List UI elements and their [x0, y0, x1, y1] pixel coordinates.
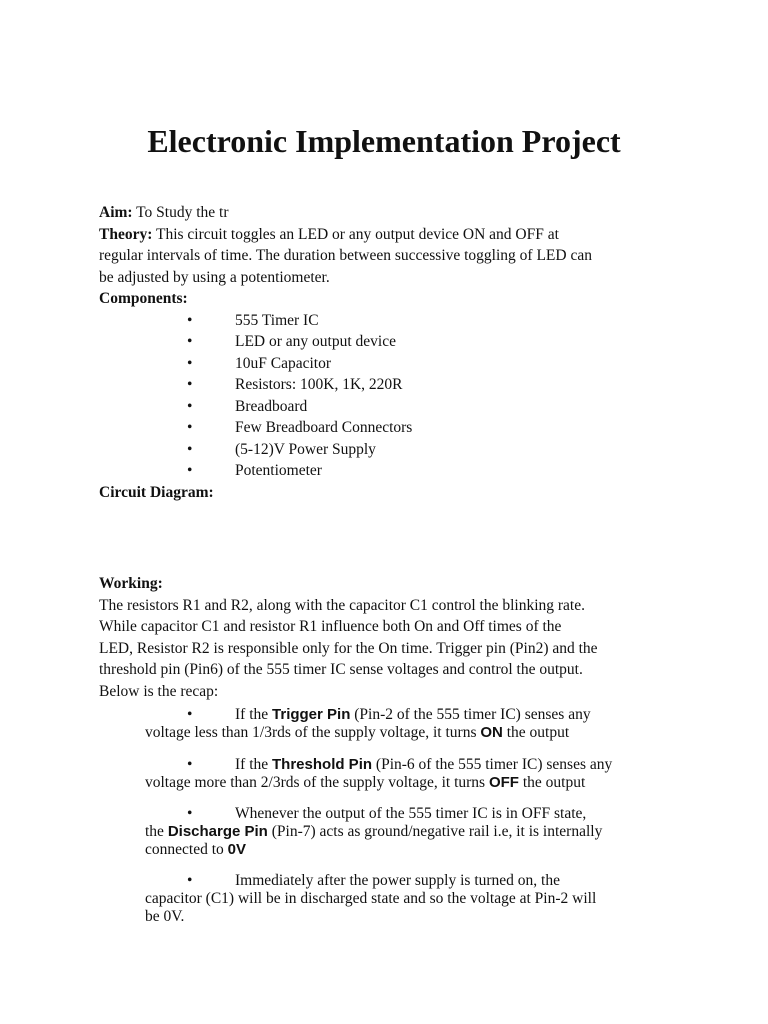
- list-item: [99, 460, 679, 482]
- bullet-icon: •: [187, 397, 193, 415]
- trigger-pin-term: Trigger Pin: [272, 706, 351, 723]
- working-line-2: While capacitor C1 and resistor R1 influence both On and Off times of the: [99, 618, 562, 635]
- list-item: [145, 872, 665, 926]
- bullet-icon: •: [187, 311, 193, 329]
- list-item: [99, 310, 679, 332]
- theory-line-2: regular intervals of time. The duration between successive toggling of LED can: [99, 247, 592, 264]
- bullet-icon: •: [187, 706, 193, 723]
- zero-volt-term: 0V: [227, 841, 246, 858]
- list-item: [145, 706, 665, 742]
- working-section: [99, 573, 679, 702]
- threshold-pin-term: Threshold Pin: [272, 756, 373, 773]
- recap-text: Immediately after the power supply is turned on, the: [235, 872, 560, 889]
- recap-text: the output: [502, 724, 570, 741]
- bullet-icon: •: [187, 376, 193, 393]
- bullet-icon: •: [187, 440, 193, 458]
- component-label: 10uF Capacitor: [235, 354, 331, 372]
- recap-line: [145, 706, 665, 724]
- list-item: [99, 439, 679, 461]
- component-label: Resistors: 100K, 1K, 220R: [235, 376, 403, 393]
- working-line-3: LED, Resistor R2 is responsible only for the On time. Trigger pin (Pin2) and the: [99, 639, 598, 657]
- recap-text: connected to: [145, 841, 228, 858]
- recap-line: [145, 774, 665, 792]
- circuit-diagram-heading: Circuit Diagram:: [99, 483, 214, 501]
- theory-line-1: [99, 224, 679, 246]
- discharge-pin-term: Discharge Pin: [167, 823, 268, 840]
- recap-line: [145, 756, 665, 774]
- recap-line: [145, 805, 665, 823]
- bullet-icon: •: [187, 333, 193, 350]
- aim-text: To Study the tr: [132, 204, 229, 221]
- recap-text: voltage less than 1/3rds of the supply voltage, it turns: [145, 724, 481, 741]
- theory-line-3: be adjusted by using a potentiometer.: [99, 268, 330, 286]
- recap-text: voltage more than 2/3rds of the supply voltage, it turns: [145, 774, 489, 791]
- recap-line: [145, 823, 665, 841]
- bullet-icon: •: [187, 872, 193, 889]
- recap-text: (Pin-6 of the 555 timer IC) senses any: [372, 756, 613, 773]
- component-label: Few Breadboard Connectors: [235, 419, 413, 436]
- components-list: [99, 310, 679, 482]
- list-item: [99, 417, 679, 439]
- bullet-icon: •: [187, 354, 193, 372]
- aim-line: [99, 202, 679, 224]
- theory-text-1: This circuit toggles an LED or any output device ON and OFF at: [152, 225, 559, 243]
- theory-label: Theory:: [99, 225, 153, 243]
- bullet-icon: •: [187, 756, 193, 773]
- recap-line: be 0V.: [145, 908, 185, 925]
- recap-text: (Pin-2 of the 555 timer IC) senses any: [350, 706, 591, 723]
- off-term: OFF: [488, 774, 519, 791]
- bullet-icon: •: [187, 462, 193, 479]
- recap-text: If the: [235, 756, 273, 773]
- list-item: [99, 353, 679, 375]
- bullet-icon: •: [187, 419, 193, 436]
- component-label: LED or any output device: [235, 333, 396, 350]
- component-label: Potentiometer: [235, 462, 322, 479]
- recap-line: [145, 724, 665, 742]
- recap-line: [145, 872, 665, 890]
- recap-text: If the: [235, 706, 273, 723]
- list-item: [99, 374, 679, 396]
- list-item: [99, 331, 679, 353]
- document-title: Electronic Implementation Project: [147, 123, 621, 159]
- component-label: Breadboard: [235, 397, 308, 415]
- recap-text: Whenever the output of the 555 timer IC is in OFF state,: [235, 805, 587, 822]
- recap-line: capacitor (C1) will be in discharged state and so the voltage at Pin-2 will: [145, 890, 597, 907]
- recap-text: the: [145, 823, 168, 840]
- working-heading: Working:: [99, 575, 163, 592]
- working-line-5: Below is the recap:: [99, 682, 219, 700]
- bullet-icon: •: [187, 805, 193, 822]
- on-term: ON: [480, 724, 503, 741]
- list-item: [99, 396, 679, 418]
- aim-label: Aim:: [99, 204, 133, 221]
- component-label: 555 Timer IC: [235, 311, 319, 329]
- component-label: (5-12)V Power Supply: [235, 440, 376, 458]
- components-heading: Components:: [99, 290, 188, 307]
- list-item: [145, 805, 665, 859]
- recap-text: the output: [518, 774, 586, 791]
- recap-line: [145, 841, 665, 859]
- recap-text: (Pin-7) acts as ground/negative rail i.e, it is internally: [267, 823, 603, 840]
- intro-section: [99, 202, 679, 503]
- list-item: [145, 756, 665, 792]
- working-line-1: The resistors R1 and R2, along with the capacitor C1 control the blinking rate.: [99, 596, 585, 614]
- working-line-4: threshold pin (Pin6) of the 555 timer IC sense voltages and control the output.: [99, 661, 583, 678]
